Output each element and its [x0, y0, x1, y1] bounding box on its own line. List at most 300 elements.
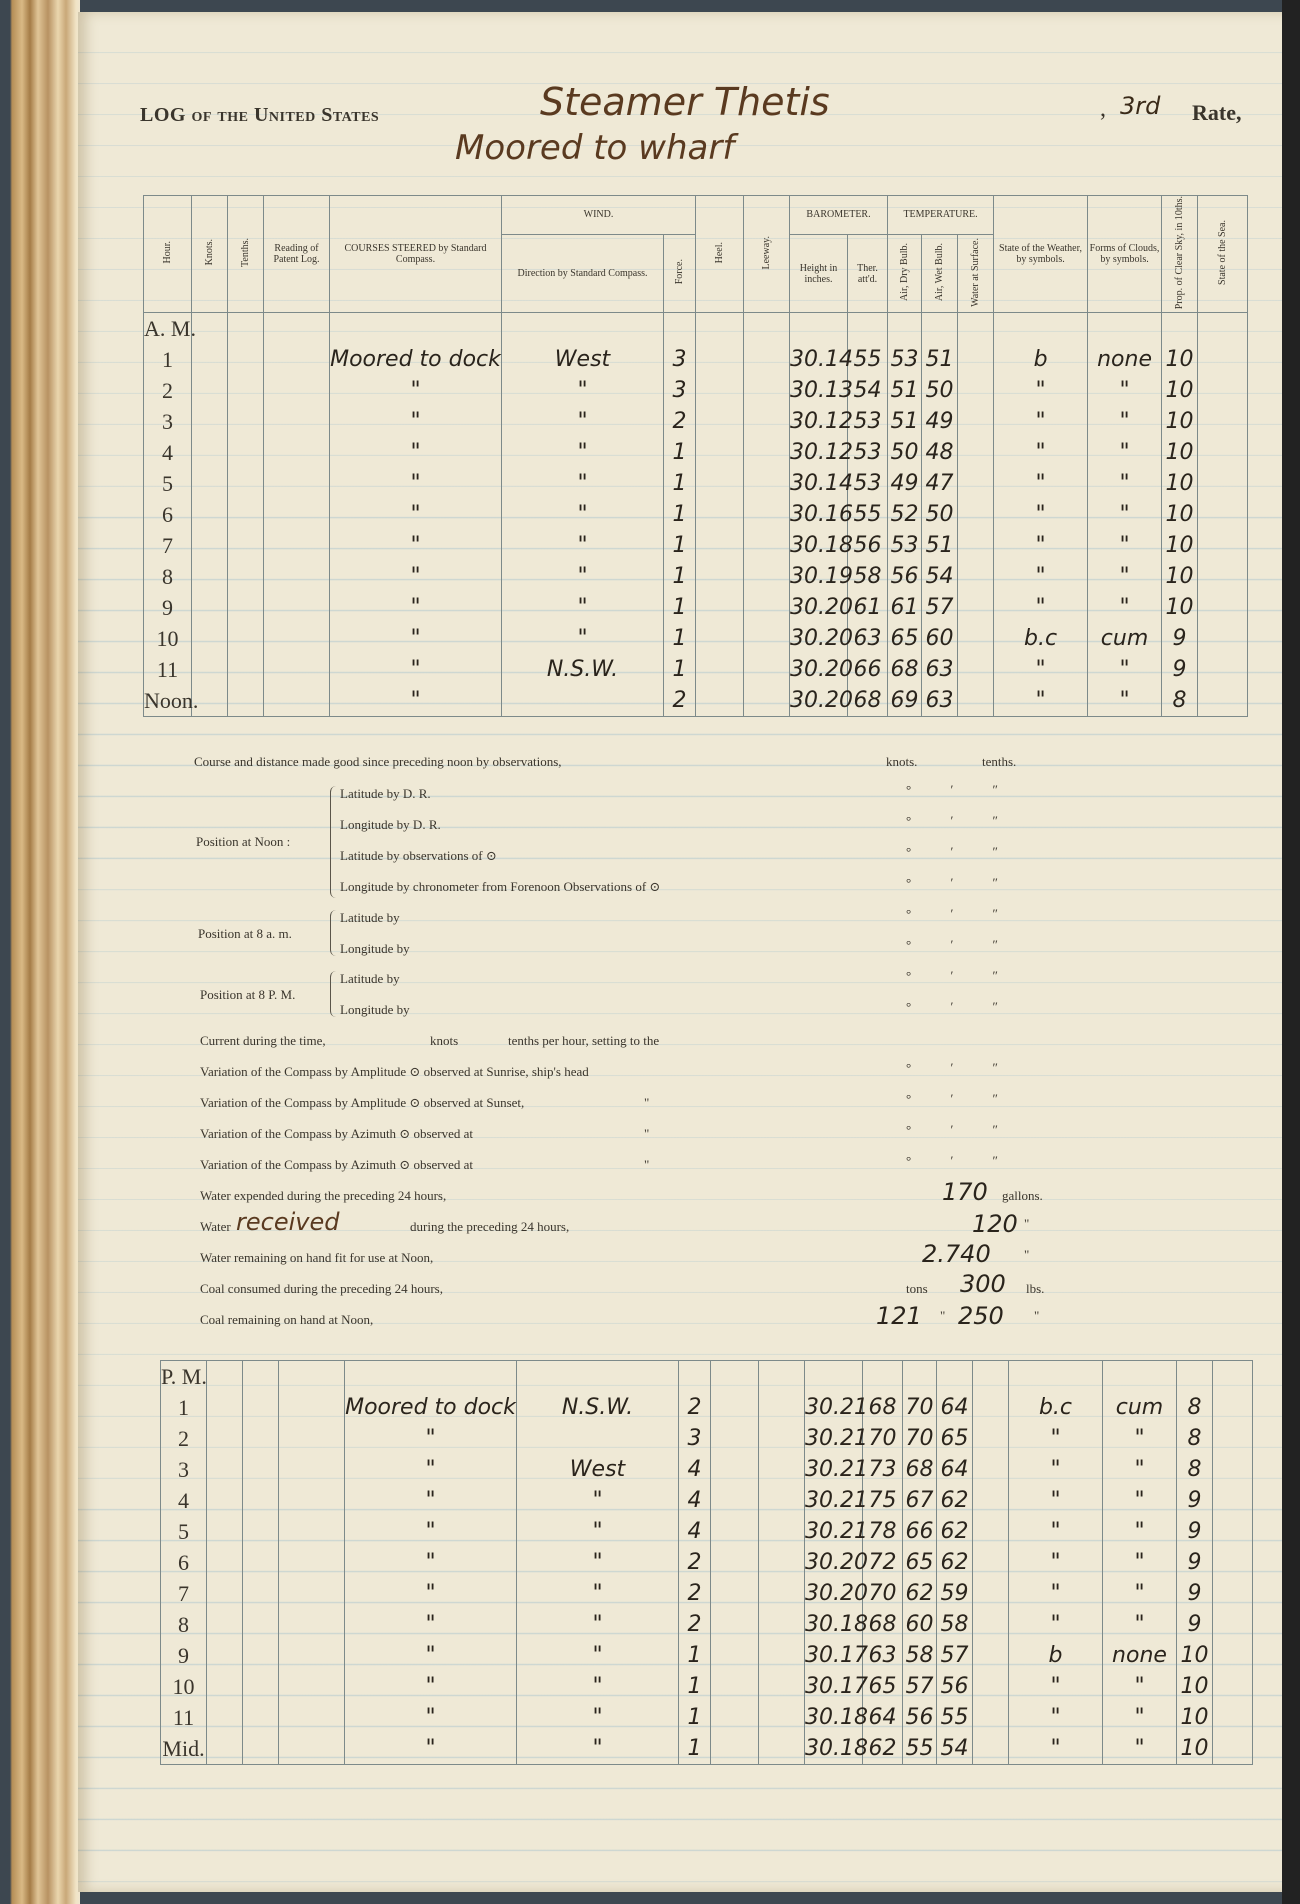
cell-force: 3 — [679, 1423, 711, 1454]
cell-sky: 10 — [1162, 499, 1198, 530]
cell-empty — [973, 1485, 1009, 1516]
cell-height: 30.14 — [790, 344, 848, 375]
cell-sky: 9 — [1162, 623, 1198, 654]
header-sea: State of the Sea. — [1217, 220, 1229, 286]
cell-course: " — [345, 1454, 517, 1485]
cell-course: " — [345, 1609, 517, 1640]
header-courses: COURSES STEERED by Standard Compass. — [330, 196, 502, 313]
cell-hour: 2 — [144, 375, 192, 406]
cell-force: 1 — [664, 561, 696, 592]
cell-ther: 63 — [848, 623, 888, 654]
cell-wind: " — [517, 1578, 679, 1609]
cell-empty — [696, 499, 744, 530]
header-hour: Hour. — [162, 241, 173, 264]
cell-empty — [1213, 1671, 1253, 1702]
cell-clouds: " — [1103, 1578, 1177, 1609]
cell-wet: 65 — [937, 1423, 973, 1454]
cell-empty — [711, 1547, 759, 1578]
tenths-label: tenths. — [982, 754, 1017, 769]
lbs-label: lbs. — [1026, 1281, 1045, 1296]
cell-wet: 49 — [922, 406, 958, 437]
cell-height: 30.21 — [805, 1516, 863, 1547]
dms-marks: ° ′ ″ — [906, 1153, 1016, 1168]
cell-sky: 10 — [1177, 1702, 1213, 1733]
cell-empty — [1198, 654, 1248, 685]
cell-clouds: none — [1103, 1640, 1177, 1671]
cell-dry: 53 — [888, 344, 922, 375]
log-row — [161, 1702, 1253, 1733]
cell-course: " — [330, 406, 502, 437]
cell-wind: " — [517, 1485, 679, 1516]
cell-hour: 11 — [161, 1702, 207, 1733]
am-log-table — [143, 195, 1248, 717]
cell-empty — [207, 1454, 243, 1485]
cell-empty — [243, 1671, 279, 1702]
cell-dry: 65 — [903, 1547, 937, 1578]
cell-height: 30.13 — [790, 375, 848, 406]
cell-height: 30.21 — [805, 1485, 863, 1516]
dms-marks: ° ′ ″ — [906, 937, 1016, 952]
cell-empty — [279, 1640, 345, 1671]
current-tenths-label: tenths per hour, setting to the — [508, 1033, 660, 1048]
cell-empty — [243, 1423, 279, 1454]
cell-empty — [744, 499, 790, 530]
cell-force: 1 — [664, 623, 696, 654]
cell-force: 1 — [664, 499, 696, 530]
cell-wind: " — [502, 468, 664, 499]
log-row — [144, 468, 1248, 499]
cell-empty — [279, 1485, 345, 1516]
header-water-surface: Water at Surface. — [970, 237, 982, 307]
cell-empty — [1198, 375, 1248, 406]
cell-force: 2 — [664, 406, 696, 437]
cell-hour: Noon. — [144, 685, 192, 717]
header-temperature: TEMPERATURE. — [888, 196, 994, 235]
var-sunrise-label: Variation of the Compass by Amplitude ⊙ observed at Sunrise, ship's head — [200, 1064, 589, 1079]
cell-wet: 57 — [937, 1640, 973, 1671]
cell-empty — [711, 1392, 759, 1423]
cell-empty — [207, 1578, 243, 1609]
cell-weather: " — [1009, 1485, 1103, 1516]
cell-empty — [192, 592, 228, 623]
cell-force: 2 — [679, 1547, 711, 1578]
cell-empty — [759, 1516, 805, 1547]
cell-empty — [958, 654, 994, 685]
ditto-water-received: " — [1024, 1216, 1030, 1231]
cell-clouds: " — [1088, 592, 1162, 623]
cell-force: 1 — [664, 437, 696, 468]
log-row — [144, 375, 1248, 406]
current-knots-label: knots — [430, 1033, 459, 1048]
cell-empty — [973, 1516, 1009, 1547]
cell-ther: 55 — [848, 499, 888, 530]
cell-empty — [744, 530, 790, 561]
cell-empty — [228, 344, 264, 375]
cell-course: " — [330, 623, 502, 654]
cell-empty — [744, 468, 790, 499]
cell-dry: 52 — [888, 499, 922, 530]
cell-wind: " — [517, 1733, 679, 1765]
cell-sky: 10 — [1162, 406, 1198, 437]
cell-empty — [1213, 1733, 1253, 1765]
cell-empty — [1213, 1609, 1253, 1640]
knots-label: knots. — [886, 754, 918, 769]
log-row — [144, 592, 1248, 623]
cell-height: 30.12 — [790, 406, 848, 437]
cell-wind: " — [502, 499, 664, 530]
cell-clouds: " — [1103, 1609, 1177, 1640]
cell-course: " — [345, 1671, 517, 1702]
cell-hour: 5 — [161, 1516, 207, 1547]
cell-empty — [228, 530, 264, 561]
cell-dry: 60 — [903, 1609, 937, 1640]
water-received-value: 120 — [972, 1210, 1018, 1238]
cell-weather: " — [1009, 1702, 1103, 1733]
cell-height: 30.20 — [805, 1578, 863, 1609]
cell-empty — [696, 468, 744, 499]
water-received-word: received — [236, 1208, 340, 1236]
cell-clouds: " — [1088, 468, 1162, 499]
cell-empty — [696, 654, 744, 685]
cell-empty — [1198, 623, 1248, 654]
cell-empty — [744, 654, 790, 685]
cell-empty — [1213, 1423, 1253, 1454]
cell-hour: 5 — [144, 468, 192, 499]
cell-hour: 6 — [161, 1547, 207, 1578]
cell-sky: 9 — [1177, 1609, 1213, 1640]
cell-empty — [958, 468, 994, 499]
cell-empty — [228, 437, 264, 468]
cell-weather: " — [1009, 1671, 1103, 1702]
cell-empty — [958, 685, 994, 717]
cell-empty — [696, 530, 744, 561]
cell-course: " — [345, 1578, 517, 1609]
cell-empty — [744, 344, 790, 375]
cell-course: " — [330, 530, 502, 561]
cell-wet: 54 — [922, 561, 958, 592]
log-row — [161, 1454, 1253, 1485]
cell-empty — [228, 654, 264, 685]
log-row — [144, 530, 1248, 561]
cell-dry: 51 — [888, 375, 922, 406]
cell-weather: " — [994, 375, 1088, 406]
cell-height: 30.19 — [790, 561, 848, 592]
cell-empty — [243, 1392, 279, 1423]
cell-hour: 8 — [161, 1609, 207, 1640]
am-table-header — [144, 196, 1248, 313]
coal-consumed-label: Coal consumed during the preceding 24 hours, — [200, 1281, 443, 1296]
cell-empty — [1213, 1640, 1253, 1671]
cell-dry: 68 — [903, 1454, 937, 1485]
cell-empty — [711, 1578, 759, 1609]
cell-empty — [744, 375, 790, 406]
cell-wind: " — [517, 1702, 679, 1733]
cell-wet: 63 — [922, 654, 958, 685]
cell-height: 30.20 — [790, 592, 848, 623]
cell-force: 3 — [664, 344, 696, 375]
cell-course: Moored to dock — [330, 344, 502, 375]
cell-empty — [973, 1578, 1009, 1609]
cell-empty — [1198, 685, 1248, 717]
cell-hour: 7 — [144, 530, 192, 561]
cell-weather: " — [994, 530, 1088, 561]
lat-dr-label: Latitude by D. R. — [340, 786, 431, 801]
cell-clouds: " — [1088, 654, 1162, 685]
cell-empty — [192, 344, 228, 375]
cell-wet: 48 — [922, 437, 958, 468]
cell-empty — [759, 1733, 805, 1765]
cell-height: 30.20 — [790, 685, 848, 717]
cell-course: " — [330, 375, 502, 406]
cell-course: " — [345, 1547, 517, 1578]
cell-empty — [207, 1423, 243, 1454]
vessel-name: Steamer Thetis — [540, 80, 830, 124]
cell-weather: " — [994, 406, 1088, 437]
cell-hour: 8 — [144, 561, 192, 592]
log-row — [144, 561, 1248, 592]
pm-log-table — [160, 1360, 1253, 1765]
cell-sky: 10 — [1162, 437, 1198, 468]
cell-sky: 10 — [1162, 561, 1198, 592]
cell-empty — [759, 1609, 805, 1640]
cell-empty — [1198, 437, 1248, 468]
ditto-mark-2: " — [644, 1126, 650, 1141]
cell-empty — [264, 344, 330, 375]
water-received-tail: during the preceding 24 hours, — [410, 1219, 570, 1234]
am-label: A. M. — [144, 313, 192, 345]
cell-dry: 56 — [888, 561, 922, 592]
ditto-mark-3: " — [644, 1157, 650, 1172]
dms-marks: ° ′ ″ — [906, 1091, 1016, 1106]
cell-ther: 56 — [848, 530, 888, 561]
cell-dry: 62 — [903, 1578, 937, 1609]
cell-wet: 50 — [922, 499, 958, 530]
cell-clouds: " — [1103, 1516, 1177, 1547]
cell-empty — [192, 375, 228, 406]
var-azimuth-2-label: Variation of the Compass by Azimuth ⊙ observed at — [200, 1157, 474, 1172]
status-line: Moored to wharf — [455, 128, 735, 168]
cell-empty — [958, 499, 994, 530]
cell-course: Moored to dock — [345, 1392, 517, 1423]
cell-empty — [696, 406, 744, 437]
cell-clouds: " — [1103, 1671, 1177, 1702]
ditto-coal: " — [940, 1308, 946, 1323]
cell-empty — [1198, 530, 1248, 561]
cell-empty — [759, 1671, 805, 1702]
cell-empty — [759, 1485, 805, 1516]
cell-empty — [1198, 344, 1248, 375]
cell-empty — [264, 654, 330, 685]
cell-empty — [207, 1485, 243, 1516]
cell-empty — [711, 1640, 759, 1671]
cell-empty — [958, 530, 994, 561]
am-table-body — [144, 313, 1248, 717]
cell-force: 2 — [679, 1578, 711, 1609]
cell-sky: 10 — [1162, 375, 1198, 406]
cell-empty — [711, 1609, 759, 1640]
cell-height: 30.16 — [790, 499, 848, 530]
cell-wind: N.S.W. — [502, 654, 664, 685]
cell-empty — [973, 1392, 1009, 1423]
current-label: Current during the time, — [200, 1033, 326, 1048]
lat-8am-label: Latitude by — [340, 910, 400, 925]
cell-ther: 68 — [848, 685, 888, 717]
cell-dry: 65 — [888, 623, 922, 654]
cell-empty — [264, 437, 330, 468]
cell-empty — [279, 1702, 345, 1733]
cell-empty — [973, 1671, 1009, 1702]
cell-course: " — [330, 592, 502, 623]
log-row — [161, 1485, 1253, 1516]
var-azimuth-1-label: Variation of the Compass by Azimuth ⊙ observed at — [200, 1126, 474, 1141]
cell-empty — [207, 1516, 243, 1547]
cell-clouds: " — [1103, 1547, 1177, 1578]
log-row — [144, 406, 1248, 437]
dms-marks: ° ′ ″ — [906, 906, 1016, 921]
cell-weather: " — [1009, 1733, 1103, 1765]
header-ther: Ther. att'd. — [848, 234, 888, 313]
header-height: Height in inches. — [790, 234, 848, 313]
cell-empty — [958, 592, 994, 623]
cell-empty — [207, 1702, 243, 1733]
cell-clouds: " — [1103, 1485, 1177, 1516]
cell-empty — [207, 1640, 243, 1671]
cell-wind: N.S.W. — [517, 1392, 679, 1423]
cell-wind: " — [502, 375, 664, 406]
cell-empty — [207, 1392, 243, 1423]
cell-empty — [1198, 406, 1248, 437]
cell-empty — [228, 499, 264, 530]
cell-empty — [1213, 1454, 1253, 1485]
cell-hour: 3 — [161, 1454, 207, 1485]
course-distance-label: Course and distance made good since preceding noon by observations, — [194, 754, 562, 769]
cell-wet: 64 — [937, 1392, 973, 1423]
cell-ther: 75 — [863, 1485, 903, 1516]
dms-marks: ° ′ ″ — [906, 999, 1016, 1014]
cell-empty — [958, 561, 994, 592]
ditto-mark-1: " — [644, 1095, 650, 1110]
cell-wind: " — [502, 406, 664, 437]
log-row — [161, 1547, 1253, 1578]
cell-wet: 62 — [937, 1485, 973, 1516]
coal-consumed-value: 300 — [960, 1270, 1006, 1298]
cell-course: " — [345, 1516, 517, 1547]
cell-empty — [192, 530, 228, 561]
log-row — [144, 685, 1248, 717]
log-row — [161, 1423, 1253, 1454]
header-air-wet: Air, Wet Bulb. — [934, 242, 946, 302]
cell-empty — [973, 1640, 1009, 1671]
cell-height: 30.21 — [805, 1454, 863, 1485]
cell-empty — [207, 1671, 243, 1702]
cell-course: " — [330, 654, 502, 685]
cell-empty — [1213, 1702, 1253, 1733]
cell-empty — [711, 1702, 759, 1733]
cell-hour: 9 — [144, 592, 192, 623]
cell-sky: 9 — [1177, 1485, 1213, 1516]
cell-sky: 10 — [1177, 1733, 1213, 1765]
cell-empty — [711, 1485, 759, 1516]
cell-empty — [228, 468, 264, 499]
water-remaining-value: 2.740 — [922, 1240, 991, 1268]
cell-hour: Mid. — [161, 1733, 207, 1765]
cell-empty — [192, 406, 228, 437]
cell-sky: 10 — [1162, 468, 1198, 499]
cell-empty — [711, 1671, 759, 1702]
cell-course: " — [345, 1485, 517, 1516]
water-expended-label: Water expended during the preceding 24 hours, — [200, 1188, 447, 1203]
cell-sky: 10 — [1162, 592, 1198, 623]
cell-height: 30.18 — [790, 530, 848, 561]
position-8pm-label: Position at 8 P. M. — [200, 987, 296, 1002]
cell-ther: 68 — [863, 1609, 903, 1640]
cell-wind: " — [517, 1609, 679, 1640]
cell-sky: 10 — [1162, 344, 1198, 375]
cell-empty — [279, 1392, 345, 1423]
tons-label: tons — [906, 1281, 928, 1296]
cell-weather: " — [1009, 1423, 1103, 1454]
cell-empty — [759, 1578, 805, 1609]
cell-empty — [243, 1516, 279, 1547]
cell-ther: 72 — [863, 1547, 903, 1578]
cell-empty — [958, 623, 994, 654]
cell-hour: 2 — [161, 1423, 207, 1454]
position-noon-label: Position at Noon : — [196, 834, 291, 849]
cell-hour: 1 — [161, 1392, 207, 1423]
cell-empty — [973, 1454, 1009, 1485]
cell-clouds: " — [1088, 685, 1162, 717]
cell-height: 30.12 — [790, 437, 848, 468]
ditto-water-remaining: " — [1024, 1247, 1030, 1262]
cell-force: 1 — [664, 592, 696, 623]
cell-force: 1 — [664, 654, 696, 685]
cell-ther: 70 — [863, 1423, 903, 1454]
coal-remaining-label: Coal remaining on hand at Noon, — [200, 1312, 374, 1327]
dms-marks: ° ′ ″ — [906, 844, 1016, 859]
cell-weather: " — [994, 499, 1088, 530]
cell-empty — [696, 344, 744, 375]
cell-empty — [696, 561, 744, 592]
cell-empty — [243, 1578, 279, 1609]
cell-ther: 53 — [848, 437, 888, 468]
cell-ther: 53 — [848, 468, 888, 499]
gallons-label: gallons. — [1002, 1188, 1043, 1203]
cell-course: " — [345, 1702, 517, 1733]
cell-empty — [279, 1516, 345, 1547]
cell-hour: 7 — [161, 1578, 207, 1609]
cell-empty — [744, 592, 790, 623]
cell-wet: 56 — [937, 1671, 973, 1702]
cell-empty — [696, 437, 744, 468]
var-sunset-label: Variation of the Compass by Amplitude ⊙ observed at Sunset, — [200, 1095, 525, 1110]
cell-height: 30.18 — [805, 1609, 863, 1640]
cell-weather: b — [994, 344, 1088, 375]
cell-wet: 51 — [922, 530, 958, 561]
cell-empty — [958, 406, 994, 437]
cell-wind — [517, 1423, 679, 1454]
cell-sky: 9 — [1162, 654, 1198, 685]
cell-ther: 53 — [848, 406, 888, 437]
cell-empty — [744, 685, 790, 717]
cell-force: 2 — [664, 685, 696, 717]
cell-height: 30.21 — [805, 1423, 863, 1454]
cell-empty — [958, 437, 994, 468]
cell-empty — [228, 375, 264, 406]
pm-table-body — [161, 1361, 1253, 1765]
cell-dry: 53 — [888, 530, 922, 561]
cell-empty — [279, 1454, 345, 1485]
cell-height: 30.20 — [805, 1547, 863, 1578]
